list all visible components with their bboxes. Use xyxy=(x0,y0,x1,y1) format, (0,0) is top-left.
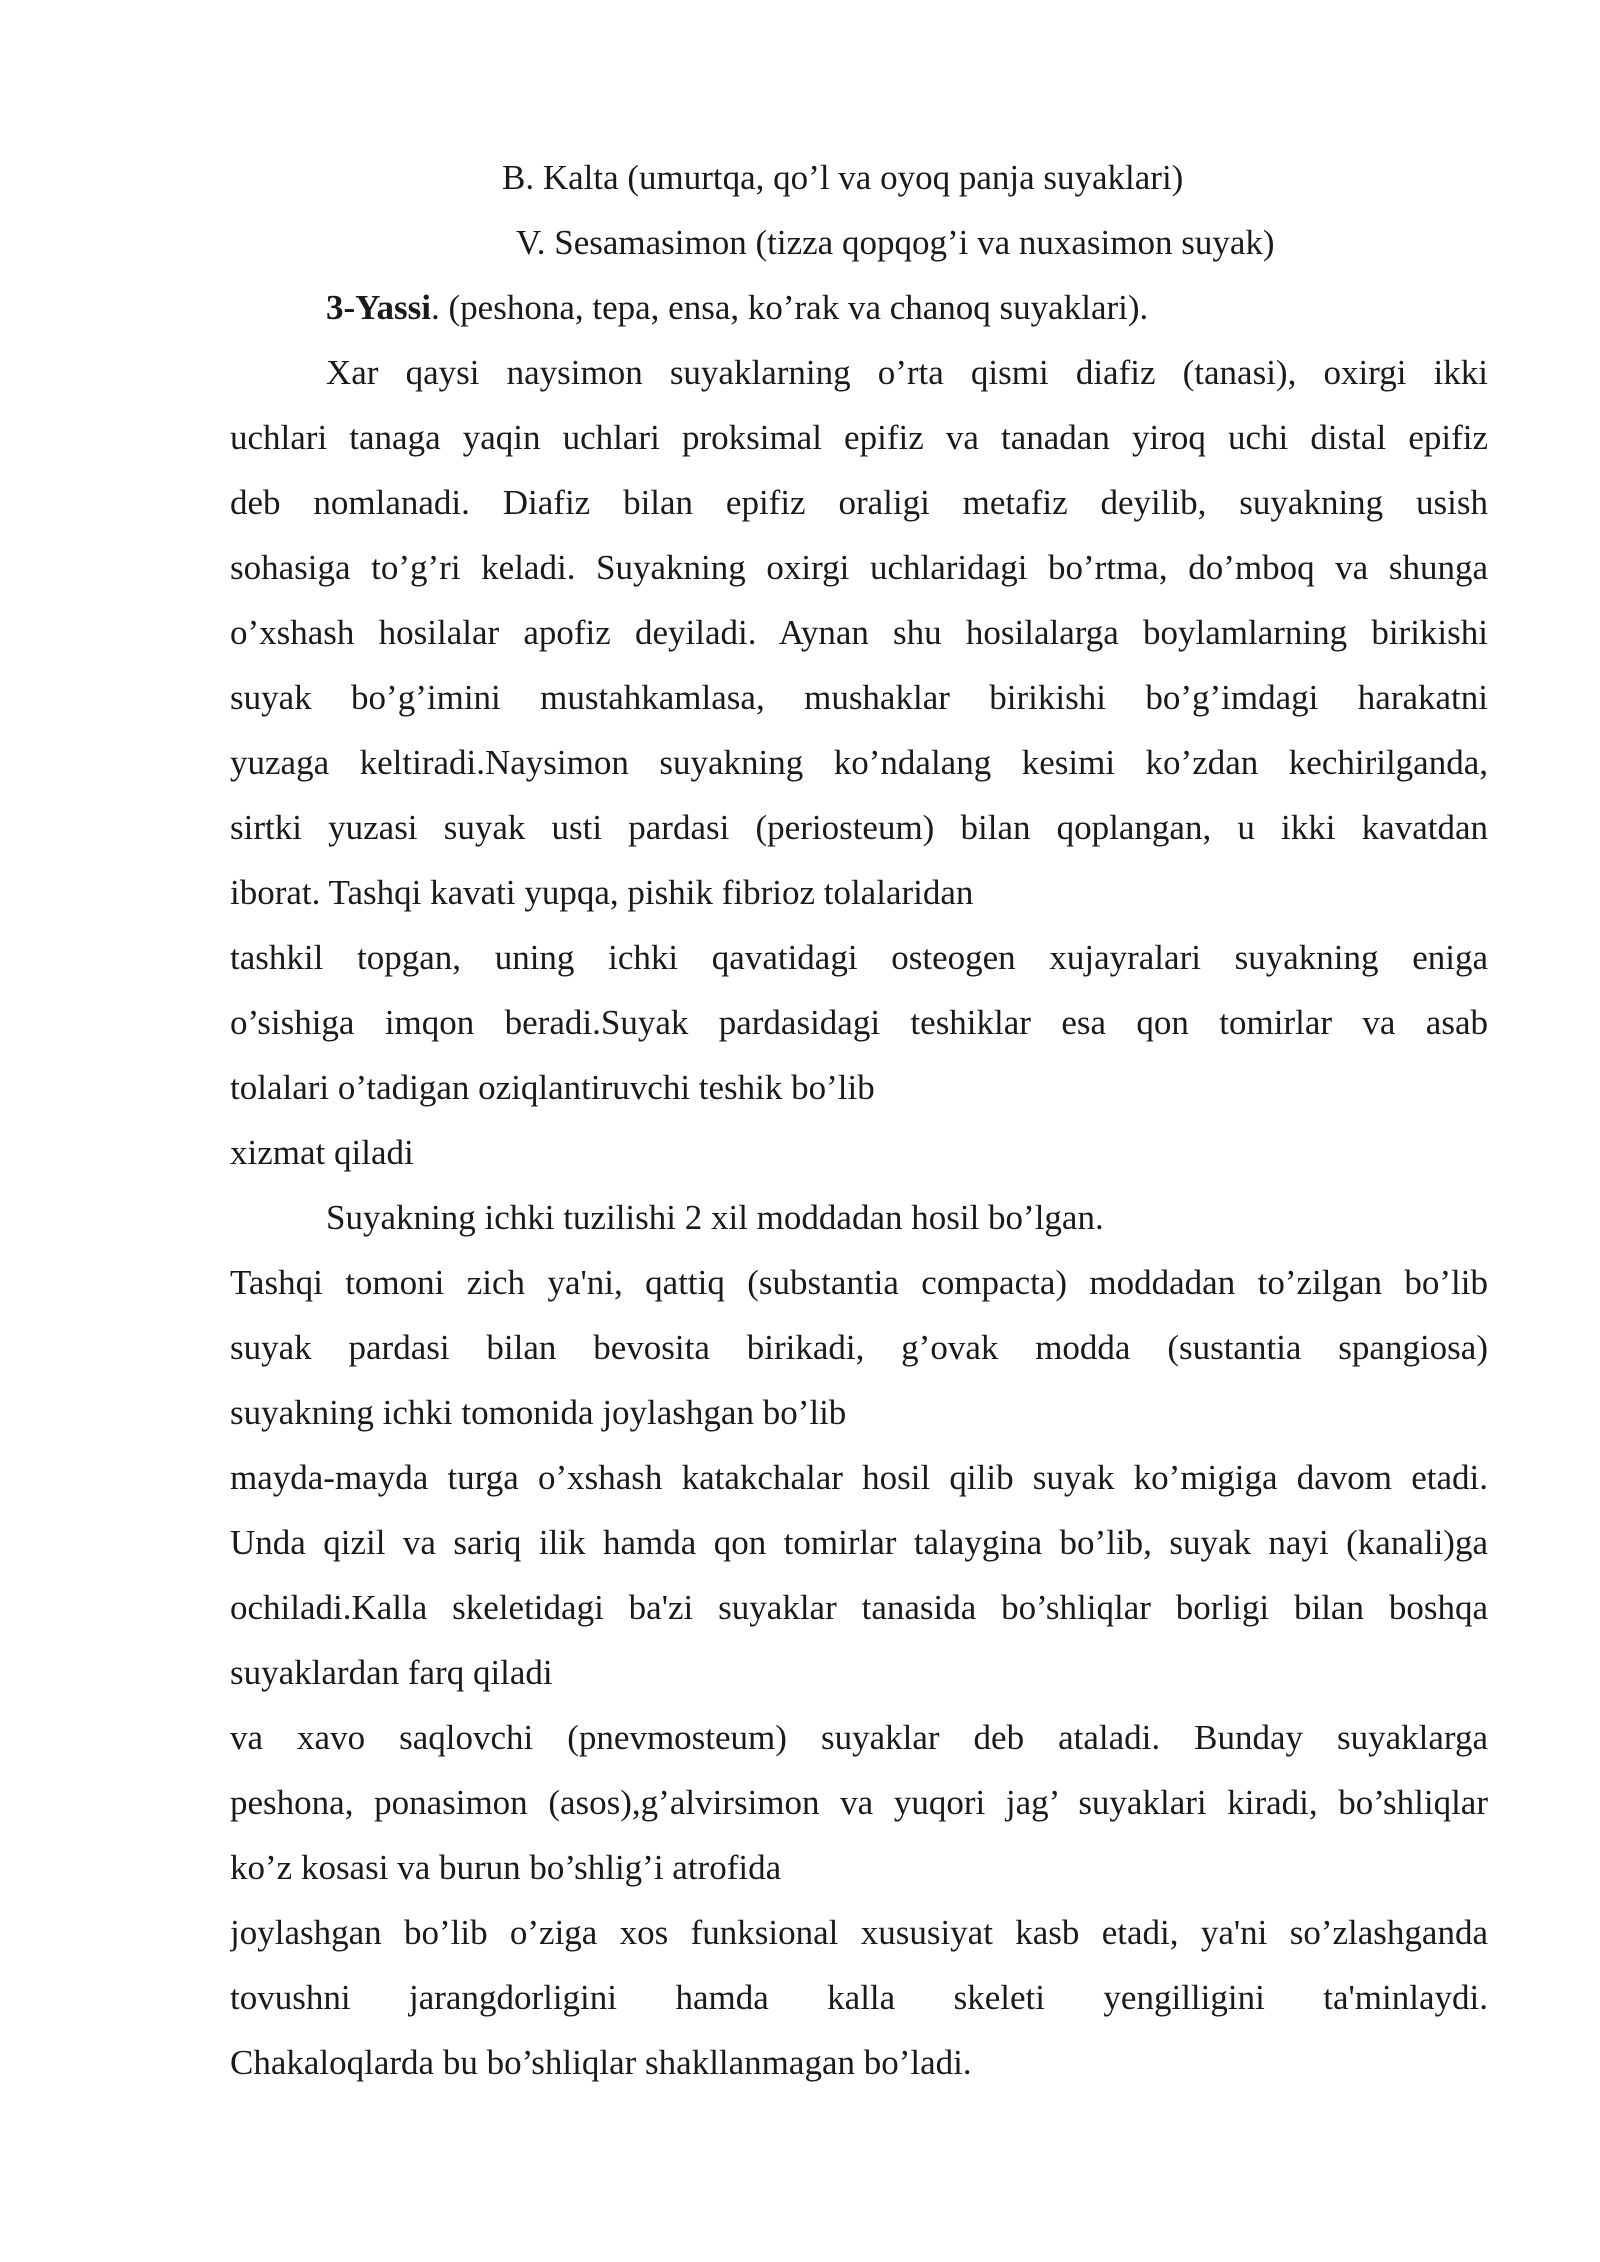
text-line: o’sishiga imqon beradi.Suyak pardasidagi teshiklar esa qon tomirlar va asab xyxy=(230,1003,1488,1042)
text-line: o’xshash hosilalar apofiz deyiladi. Aynan shu hosilalarga boylamlarning birikishi xyxy=(230,613,1488,652)
text-line: ko’z kosasi va burun bo’shlig’i atrofida xyxy=(230,1848,782,1887)
text-line: Chakaloqlarda bu bo’shliqlar shakllanmagan bo’ladi. xyxy=(230,2043,972,2082)
section-heading-line xyxy=(326,285,1488,331)
text-line: Suyakning ichki tuzilishi 2 xil moddadan hosil bo’lgan. xyxy=(326,1198,1104,1237)
text-line: iborat. Tashqi kavati yupqa, pishik fibrioz tolalaridan xyxy=(230,873,974,912)
text-line: tovushni jarangdorligini hamda kalla skeleti yengilligini ta'minlaydi. xyxy=(230,1978,1488,2017)
text-line: Unda qizil va sariq ilik hamda qon tomirlar talaygina bo’lib, suyak nayi (kanali)ga xyxy=(230,1523,1488,1562)
text-line: sirtki yuzasi suyak usti pardasi (periosteum) bilan qoplangan, u ikki kavatdan xyxy=(230,808,1488,847)
text-line: joylashgan bo’lib o’ziga xos funksional xususiyat kasb etadi, ya'ni so’zlashganda xyxy=(230,1913,1488,1952)
text-line: mayda-mayda turga o’xshash katakchalar hosil qilib suyak ko’migiga davom etadi. xyxy=(230,1458,1488,1497)
section-heading-text: . (peshona, tepa, ensa, ko’rak va chanoq suyaklari). xyxy=(431,288,1149,327)
text-line: suyaklardan farq qiladi xyxy=(230,1653,553,1692)
section-heading: 3-Yassi xyxy=(326,288,432,327)
text-line: uchlari tanaga yaqin uchlari proksimal epifiz va tanadan yiroq uchi distal epifiz xyxy=(230,418,1488,457)
text-line: V. Sesamasimon (tizza qopqog’i va nuxasimon suyak) xyxy=(516,223,1275,262)
text-line: Tashqi tomoni zich ya'ni, qattiq (substantia compacta) moddadan to’zilgan bo’lib xyxy=(230,1263,1488,1302)
text-line: tolalari o’tadigan oziqlantiruvchi teshik bo’lib xyxy=(230,1068,875,1107)
text-line: peshona, ponasimon (asos),g’alvirsimon va yuqori jag’ suyaklari kiradi, bo’shliqlar xyxy=(230,1783,1488,1822)
text-line: yuzaga keltiradi.Naysimon suyakning ko’ndalang kesimi ko’zdan kechirilganda, xyxy=(230,743,1488,782)
text-line: suyak bo’g’imini mustahkamlasa, mushaklar birikishi bo’g’imdagi harakatni xyxy=(230,678,1488,717)
text-line: suyakning ichki tomonida joylashgan bo’lib xyxy=(230,1393,847,1432)
text-line: va xavo saqlovchi (pnevmosteum) suyaklar deb ataladi. Bunday suyaklarga xyxy=(230,1718,1488,1757)
text-line: ochiladi.Kalla skeletidagi ba'zi suyaklar tanasida bo’shliqlar borligi bilan boshqa xyxy=(230,1588,1488,1627)
text-line: sohasiga to’g’ri keladi. Suyakning oxirgi uchlaridagi bo’rtma, do’mboq va shunga xyxy=(230,548,1488,587)
text-line: suyak pardasi bilan bevosita birikadi, g’ovak modda (sustantia spangiosa) xyxy=(230,1328,1488,1367)
text-line: deb nomlanadi. Diafiz bilan epifiz oraligi metafiz deyilib, suyakning usish xyxy=(230,483,1488,522)
text-line: tashkil topgan, uning ichki qavatidagi osteogen xujayralari suyakning eniga xyxy=(230,938,1488,977)
text-line: xizmat qiladi xyxy=(230,1133,414,1172)
text-line: B. Kalta (umurtqa, qo’l va oyoq panja suyaklari) xyxy=(502,158,1184,197)
text-line: Xar qaysi naysimon suyaklarning o’rta qismi diafiz (tanasi), oxirgi ikki xyxy=(326,353,1488,392)
